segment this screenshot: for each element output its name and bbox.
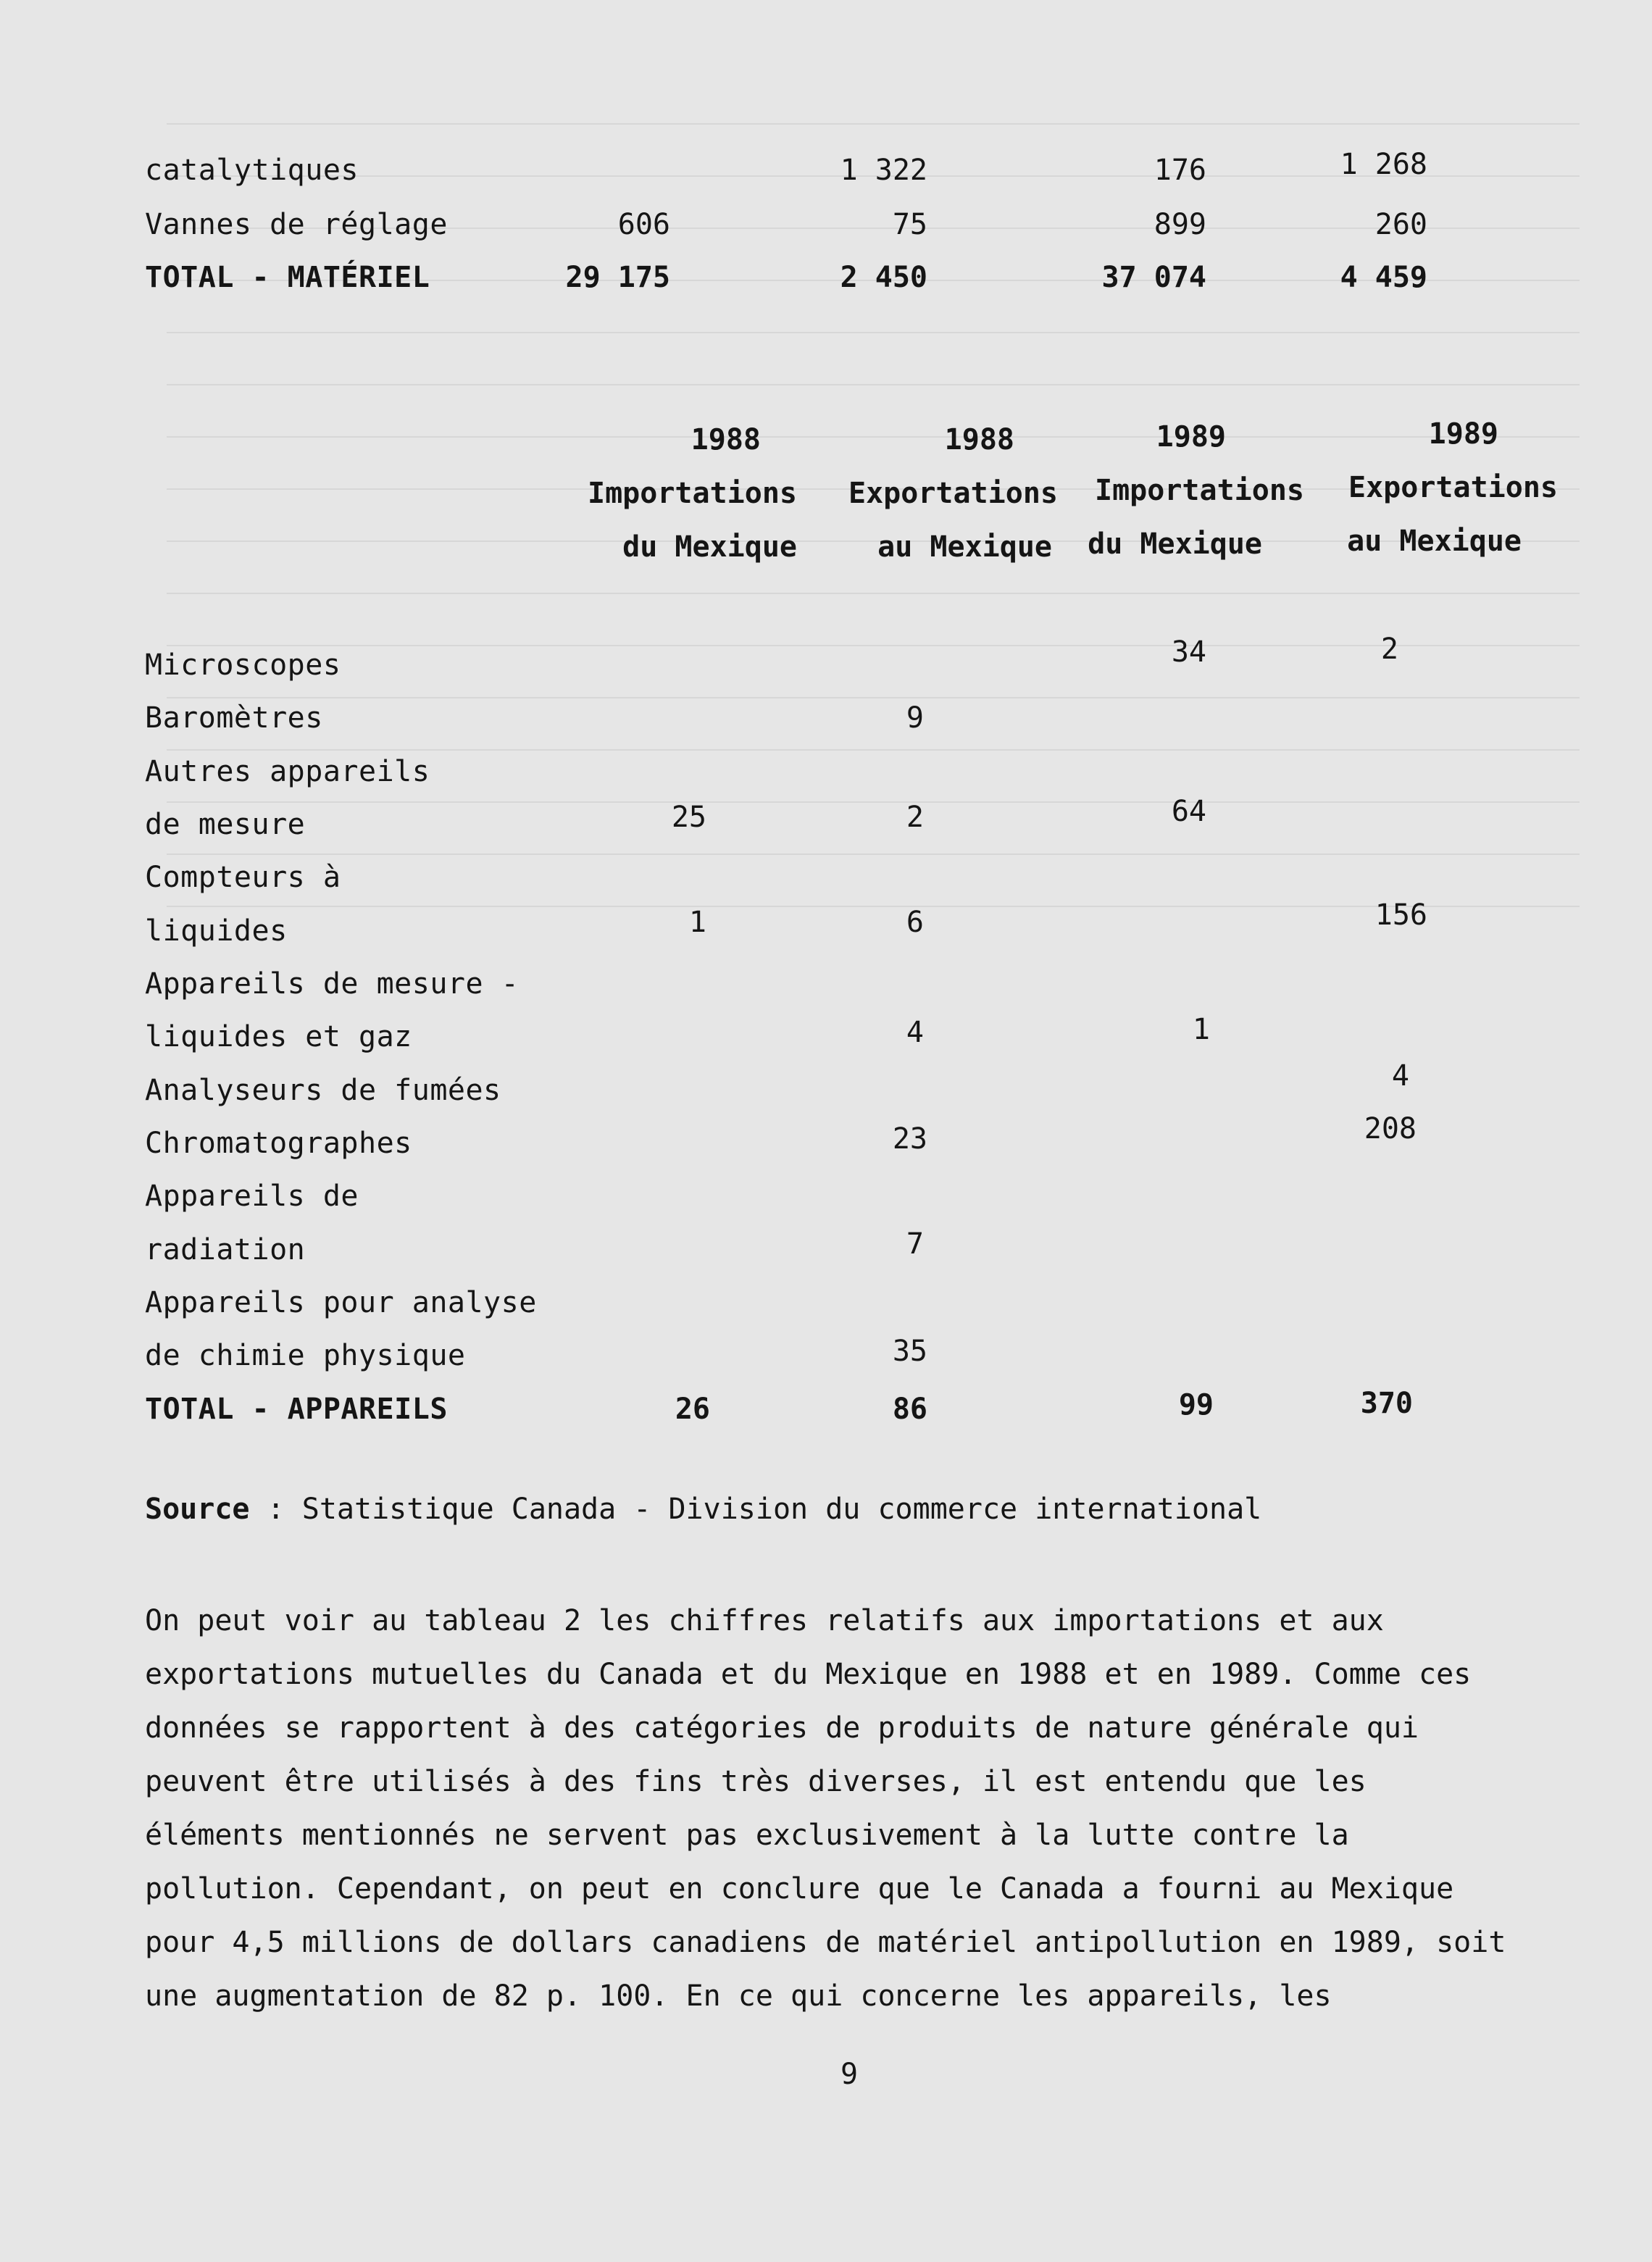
row-label: radiation: [145, 1233, 306, 1266]
header-line-1: Importations: [1095, 474, 1304, 507]
row-label: Appareils de: [145, 1180, 359, 1213]
table-row: [0, 208, 1652, 259]
value-1988-exports: 1 322: [840, 154, 927, 187]
value-1988-exports: 4: [906, 1016, 924, 1049]
header-1989-imports: [1072, 410, 1304, 571]
row-label: Appareils pour analyse: [145, 1286, 537, 1319]
header-1988-exports: [826, 413, 1058, 574]
total-1989-imports: 99: [1178, 1388, 1214, 1422]
value-1989-exports: 2: [1380, 633, 1398, 666]
row-label: Chromatographes: [145, 1127, 412, 1160]
total-1988-imports: 29 175: [565, 261, 670, 294]
paragraph-line: pour 4,5 millions de dollars canadiens de matériel antipollution en 1989, soit: [145, 1926, 1506, 1959]
value-1989-imports: 899: [1154, 208, 1206, 241]
paragraph-line: exportations mutuelles du Canada et du Mexique en 1988 et en 1989. Comme ces: [145, 1658, 1472, 1691]
paragraph-line: une augmentation de 82 p. 100. En ce qui concerne les appareils, les: [145, 1979, 1332, 2013]
header-line-2: du Mexique: [622, 530, 797, 564]
paragraph-line: peuvent être utilisés à des fins très diverses, il est entendu que les: [145, 1765, 1367, 1798]
value-1989-exports: 4: [1391, 1059, 1409, 1093]
row-label: Vannes de réglage: [145, 208, 448, 241]
row-label: Appareils de mesure -: [145, 967, 520, 1001]
header-year: 1988: [691, 423, 761, 456]
value-1988-imports: 1: [688, 906, 706, 939]
row-label: Microscopes: [145, 648, 341, 682]
total-1989-exports: 370: [1360, 1387, 1413, 1420]
row-label: Autres appareils: [145, 755, 430, 788]
paragraph-line: éléments mentionnés ne servent pas exclusivement à la lutte contre la: [145, 1819, 1349, 1852]
source-prefix: Source: [145, 1493, 250, 1526]
value-1989-imports: 176: [1154, 154, 1206, 187]
table-row: [0, 1286, 1652, 1337]
paragraph-line: pollution. Cependant, on peut en conclure que le Canada a fourni au Mexique: [145, 1872, 1454, 1906]
header-year: 1989: [1156, 420, 1226, 454]
header-line-2: au Mexique: [877, 530, 1052, 564]
value-1989-imports: 34: [1171, 635, 1206, 669]
row-label: de chimie physique: [145, 1339, 466, 1372]
table-row: [0, 898, 1652, 965]
total-1988-imports: 26: [675, 1393, 710, 1426]
table-row: [0, 967, 1652, 1018]
row-label: de mesure: [145, 808, 306, 841]
value-1989-exports: 156: [1374, 898, 1427, 932]
value-1988-exports: 6: [906, 906, 924, 939]
page-number: 9: [840, 2058, 859, 2091]
value-1989-exports: 260: [1374, 208, 1427, 241]
value-1988-exports: 9: [906, 701, 924, 735]
header-year: 1989: [1428, 417, 1498, 451]
value-1989-imports: 64: [1171, 795, 1206, 828]
table-row: [0, 633, 1652, 699]
value-1989-imports: 1: [1192, 1013, 1210, 1046]
table-row: [0, 1112, 1652, 1177]
header-line-1: Exportations: [848, 477, 1058, 510]
header-year: 1988: [944, 423, 1014, 456]
row-label: Compteurs à: [145, 861, 341, 894]
total-1988-exports: 86: [892, 1393, 927, 1426]
total-1989-exports: 4 459: [1340, 261, 1427, 294]
row-label: catalytiques: [145, 154, 359, 187]
header-line-1: Exportations: [1348, 471, 1558, 504]
value-1989-exports: 208: [1364, 1112, 1417, 1145]
body-paragraph: [145, 1594, 1565, 2023]
table-row: [0, 755, 1652, 806]
total-label: TOTAL - APPAREILS: [145, 1393, 448, 1426]
header-1989-exports: [1326, 407, 1558, 568]
header-line-2: au Mexique: [1347, 525, 1522, 558]
table-row: [0, 1227, 1652, 1284]
row-label: Analyseurs de fumées: [145, 1074, 501, 1107]
value-1988-exports: 7: [906, 1227, 924, 1261]
header-line-1: Importations: [588, 477, 797, 510]
value-1988-exports: 2: [906, 801, 924, 834]
table-row: [0, 1335, 1652, 1390]
value-1988-imports: 606: [617, 208, 670, 241]
table-row: [0, 148, 1652, 204]
total-1988-exports: 2 450: [840, 261, 927, 294]
source-text: : Statistique Canada - Division du commerce international: [249, 1493, 1262, 1526]
table-row: [0, 1180, 1652, 1230]
total-label: TOTAL - MATÉRIEL: [145, 261, 430, 294]
value-1988-exports: 23: [892, 1122, 927, 1156]
value-1988-exports: 35: [892, 1335, 927, 1368]
header-1988-imports: [565, 413, 797, 574]
row-label: Baromètres: [145, 701, 323, 735]
paragraph-line: On peut voir au tableau 2 les chiffres relatifs aux importations et aux: [145, 1604, 1384, 1637]
source-note: [145, 1493, 1261, 1526]
table-total-row: [0, 1387, 1652, 1443]
row-label: liquides: [145, 914, 288, 948]
total-1989-imports: 37 074: [1101, 261, 1206, 294]
header-line-2: du Mexique: [1088, 527, 1262, 561]
row-label: liquides et gaz: [145, 1020, 412, 1053]
value-1988-imports: 25: [671, 801, 706, 834]
value-1989-exports: 1 268: [1340, 148, 1427, 181]
table-row: [0, 701, 1652, 752]
value-1988-exports: 75: [892, 208, 927, 241]
paragraph-line: données se rapportent à des catégories de produits de nature générale qui: [145, 1711, 1419, 1745]
table-row: [0, 795, 1652, 859]
table-total-row: [0, 261, 1652, 312]
